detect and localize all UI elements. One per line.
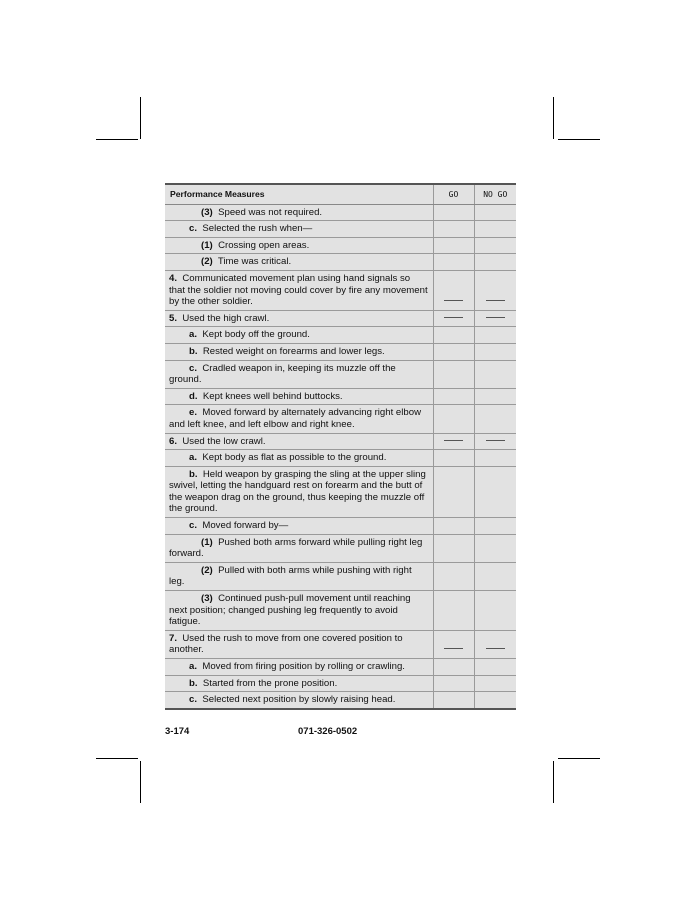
go-blank-line[interactable] [444, 647, 463, 649]
measure-text: Used the high crawl. [182, 312, 270, 324]
go-cell [433, 630, 474, 658]
task-number: 071-326-0502 [298, 726, 358, 737]
table-row [165, 518, 516, 535]
measure-cell [165, 221, 433, 238]
go-cell [433, 659, 474, 676]
table-row [165, 270, 516, 310]
table-row [165, 675, 516, 692]
measure-cell [165, 659, 433, 676]
measure-number: (2) [201, 564, 213, 576]
measure-text: Rested weight on forearms and lower legs. [202, 345, 385, 357]
go-cell [433, 591, 474, 631]
nogo-cell [474, 692, 516, 709]
header-go: GO [433, 184, 474, 204]
measure-number: b. [189, 345, 198, 357]
measure-cell [165, 310, 433, 327]
measure-number: (3) [201, 593, 213, 605]
measure-cell [165, 237, 433, 254]
nogo-blank-line[interactable] [486, 316, 505, 318]
table-row [165, 343, 516, 360]
go-cell [433, 534, 474, 562]
go-blank-line[interactable] [444, 316, 463, 318]
measure-cell [165, 450, 433, 467]
go-cell [433, 237, 474, 254]
measure-cell [165, 466, 433, 517]
nogo-cell [474, 310, 516, 327]
table-row [165, 254, 516, 271]
go-blank-line[interactable] [444, 299, 463, 301]
measure-cell [165, 675, 433, 692]
nogo-cell [474, 360, 516, 388]
go-cell [433, 221, 474, 238]
go-cell [433, 466, 474, 517]
nogo-cell [474, 327, 516, 344]
measure-cell [165, 254, 433, 271]
table-row [165, 692, 516, 709]
nogo-cell [474, 221, 516, 238]
table-header-row [165, 184, 516, 204]
measure-text: Moved forward by alternately advancing right elbow and left knee, and left elbow and right knee. [169, 407, 422, 430]
go-cell [433, 360, 474, 388]
nogo-blank-line[interactable] [486, 299, 505, 301]
go-cell [433, 405, 474, 433]
measure-cell [165, 360, 433, 388]
measure-number: e. [189, 407, 198, 419]
nogo-cell [474, 237, 516, 254]
measure-text: Used the low crawl. [182, 435, 266, 447]
nogo-cell [474, 388, 516, 405]
go-blank-line[interactable] [444, 439, 463, 441]
measure-cell [165, 518, 433, 535]
go-cell [433, 204, 474, 221]
nogo-cell [474, 630, 516, 658]
measure-cell [165, 692, 433, 709]
measure-cell [165, 405, 433, 433]
measure-text: Time was critical. [217, 256, 292, 268]
go-cell [433, 692, 474, 709]
measure-text: Moved forward by— [202, 520, 289, 532]
go-cell [433, 562, 474, 590]
measure-number: (3) [201, 206, 213, 218]
measure-number: 6. [169, 435, 178, 447]
table-row [165, 534, 516, 562]
measure-number: b. [189, 677, 198, 689]
crop-mark [553, 761, 554, 803]
measure-cell [165, 630, 433, 658]
go-cell [433, 433, 474, 450]
go-cell [433, 310, 474, 327]
measure-number: d. [189, 390, 198, 402]
go-cell [433, 343, 474, 360]
go-cell [433, 270, 474, 310]
header-nogo: NO GO [474, 184, 516, 204]
measure-number: 5. [169, 312, 178, 324]
nogo-cell [474, 433, 516, 450]
go-cell [433, 518, 474, 535]
table-body [165, 204, 516, 709]
measure-number: c. [189, 223, 198, 235]
nogo-cell [474, 204, 516, 221]
measure-number: c. [189, 520, 198, 532]
measure-number: c. [189, 694, 198, 706]
measure-text: Communicated movement plan using hand signals so that the soldier not moving could cover by fire any movement by the other soldier. [169, 272, 428, 308]
measure-number: (1) [201, 536, 213, 548]
table-row [165, 388, 516, 405]
measure-text: Selected next position by slowly raising head. [202, 694, 396, 706]
table-row [165, 310, 516, 327]
measure-cell [165, 534, 433, 562]
go-cell [433, 675, 474, 692]
nogo-cell [474, 518, 516, 535]
nogo-cell [474, 466, 516, 517]
measure-number: a. [189, 329, 198, 341]
measure-text: Continued push-pull movement until reaching next position; changed pushing leg frequently to avoid fatigue. [169, 593, 411, 628]
nogo-cell [474, 254, 516, 271]
measure-cell [165, 270, 433, 310]
nogo-cell [474, 675, 516, 692]
measure-number: 7. [169, 632, 178, 644]
measure-text: Selected the rush when— [202, 223, 313, 235]
measure-text: Pushed both arms forward while pulling right leg forward. [169, 536, 423, 560]
measure-cell [165, 327, 433, 344]
nogo-cell [474, 405, 516, 433]
table-row [165, 237, 516, 254]
crop-mark [140, 97, 141, 139]
table-row [165, 591, 516, 631]
go-cell [433, 450, 474, 467]
table-row [165, 360, 516, 388]
measure-text: Crossing open areas. [218, 239, 310, 251]
nogo-cell [474, 591, 516, 631]
measure-cell [165, 343, 433, 360]
measure-cell [165, 388, 433, 405]
crop-mark [558, 758, 600, 759]
measure-text: Kept body as flat as possible to the ground. [202, 452, 387, 464]
crop-mark [96, 758, 138, 759]
nogo-blank-line[interactable] [486, 439, 505, 441]
nogo-cell [474, 343, 516, 360]
measure-number: a. [189, 661, 198, 672]
measure-number: a. [189, 452, 198, 464]
measure-cell [165, 433, 433, 450]
measure-number: (2) [201, 256, 213, 268]
go-cell [433, 327, 474, 344]
measure-cell [165, 204, 433, 221]
go-cell [433, 388, 474, 405]
crop-mark [96, 139, 138, 140]
crop-mark [140, 761, 141, 803]
measure-text: Speed was not required. [218, 206, 323, 218]
measure-cell [165, 562, 433, 590]
table-row [165, 630, 516, 658]
crop-mark [558, 139, 600, 140]
table-row [165, 327, 516, 344]
measure-text: Pulled with both arms while pushing with right leg. [169, 564, 412, 588]
nogo-blank-line[interactable] [486, 647, 505, 649]
go-cell [433, 254, 474, 271]
table-row [165, 562, 516, 590]
nogo-cell [474, 659, 516, 676]
measure-text: Cradled weapon in, keeping its muzzle off the ground. [169, 362, 396, 386]
crop-mark [553, 97, 554, 139]
nogo-cell [474, 562, 516, 590]
nogo-cell [474, 534, 516, 562]
measure-number: (1) [201, 239, 213, 251]
measure-text: Moved from firing position by rolling or crawling. [202, 661, 405, 672]
table-row [165, 405, 516, 433]
page-number: 3-174 [165, 726, 190, 737]
performance-measures-table [165, 183, 516, 710]
measure-text: Held weapon by grasping the sling at the upper sling swivel, letting the handguard rest on forearm and the butt of the weapon drag on the ground, thus keeping the muzzle off the ground. [169, 468, 426, 515]
table-row [165, 659, 516, 676]
header-performance-measures: Performance Measures [165, 184, 433, 204]
measure-cell [165, 591, 433, 631]
measure-text: Kept body off the ground. [202, 329, 310, 341]
nogo-cell [474, 270, 516, 310]
table-row [165, 221, 516, 238]
table-row [165, 204, 516, 221]
table-row [165, 466, 516, 517]
table-row [165, 433, 516, 450]
measure-text: Used the rush to move from one covered position to another. [169, 632, 403, 656]
measure-number: c. [189, 362, 198, 374]
measure-text: Started from the prone position. [202, 677, 338, 689]
measure-text: Kept knees well behind buttocks. [202, 390, 343, 402]
nogo-cell [474, 450, 516, 467]
table-row [165, 450, 516, 467]
measure-number: 4. [169, 272, 178, 284]
measure-number: b. [189, 468, 198, 480]
